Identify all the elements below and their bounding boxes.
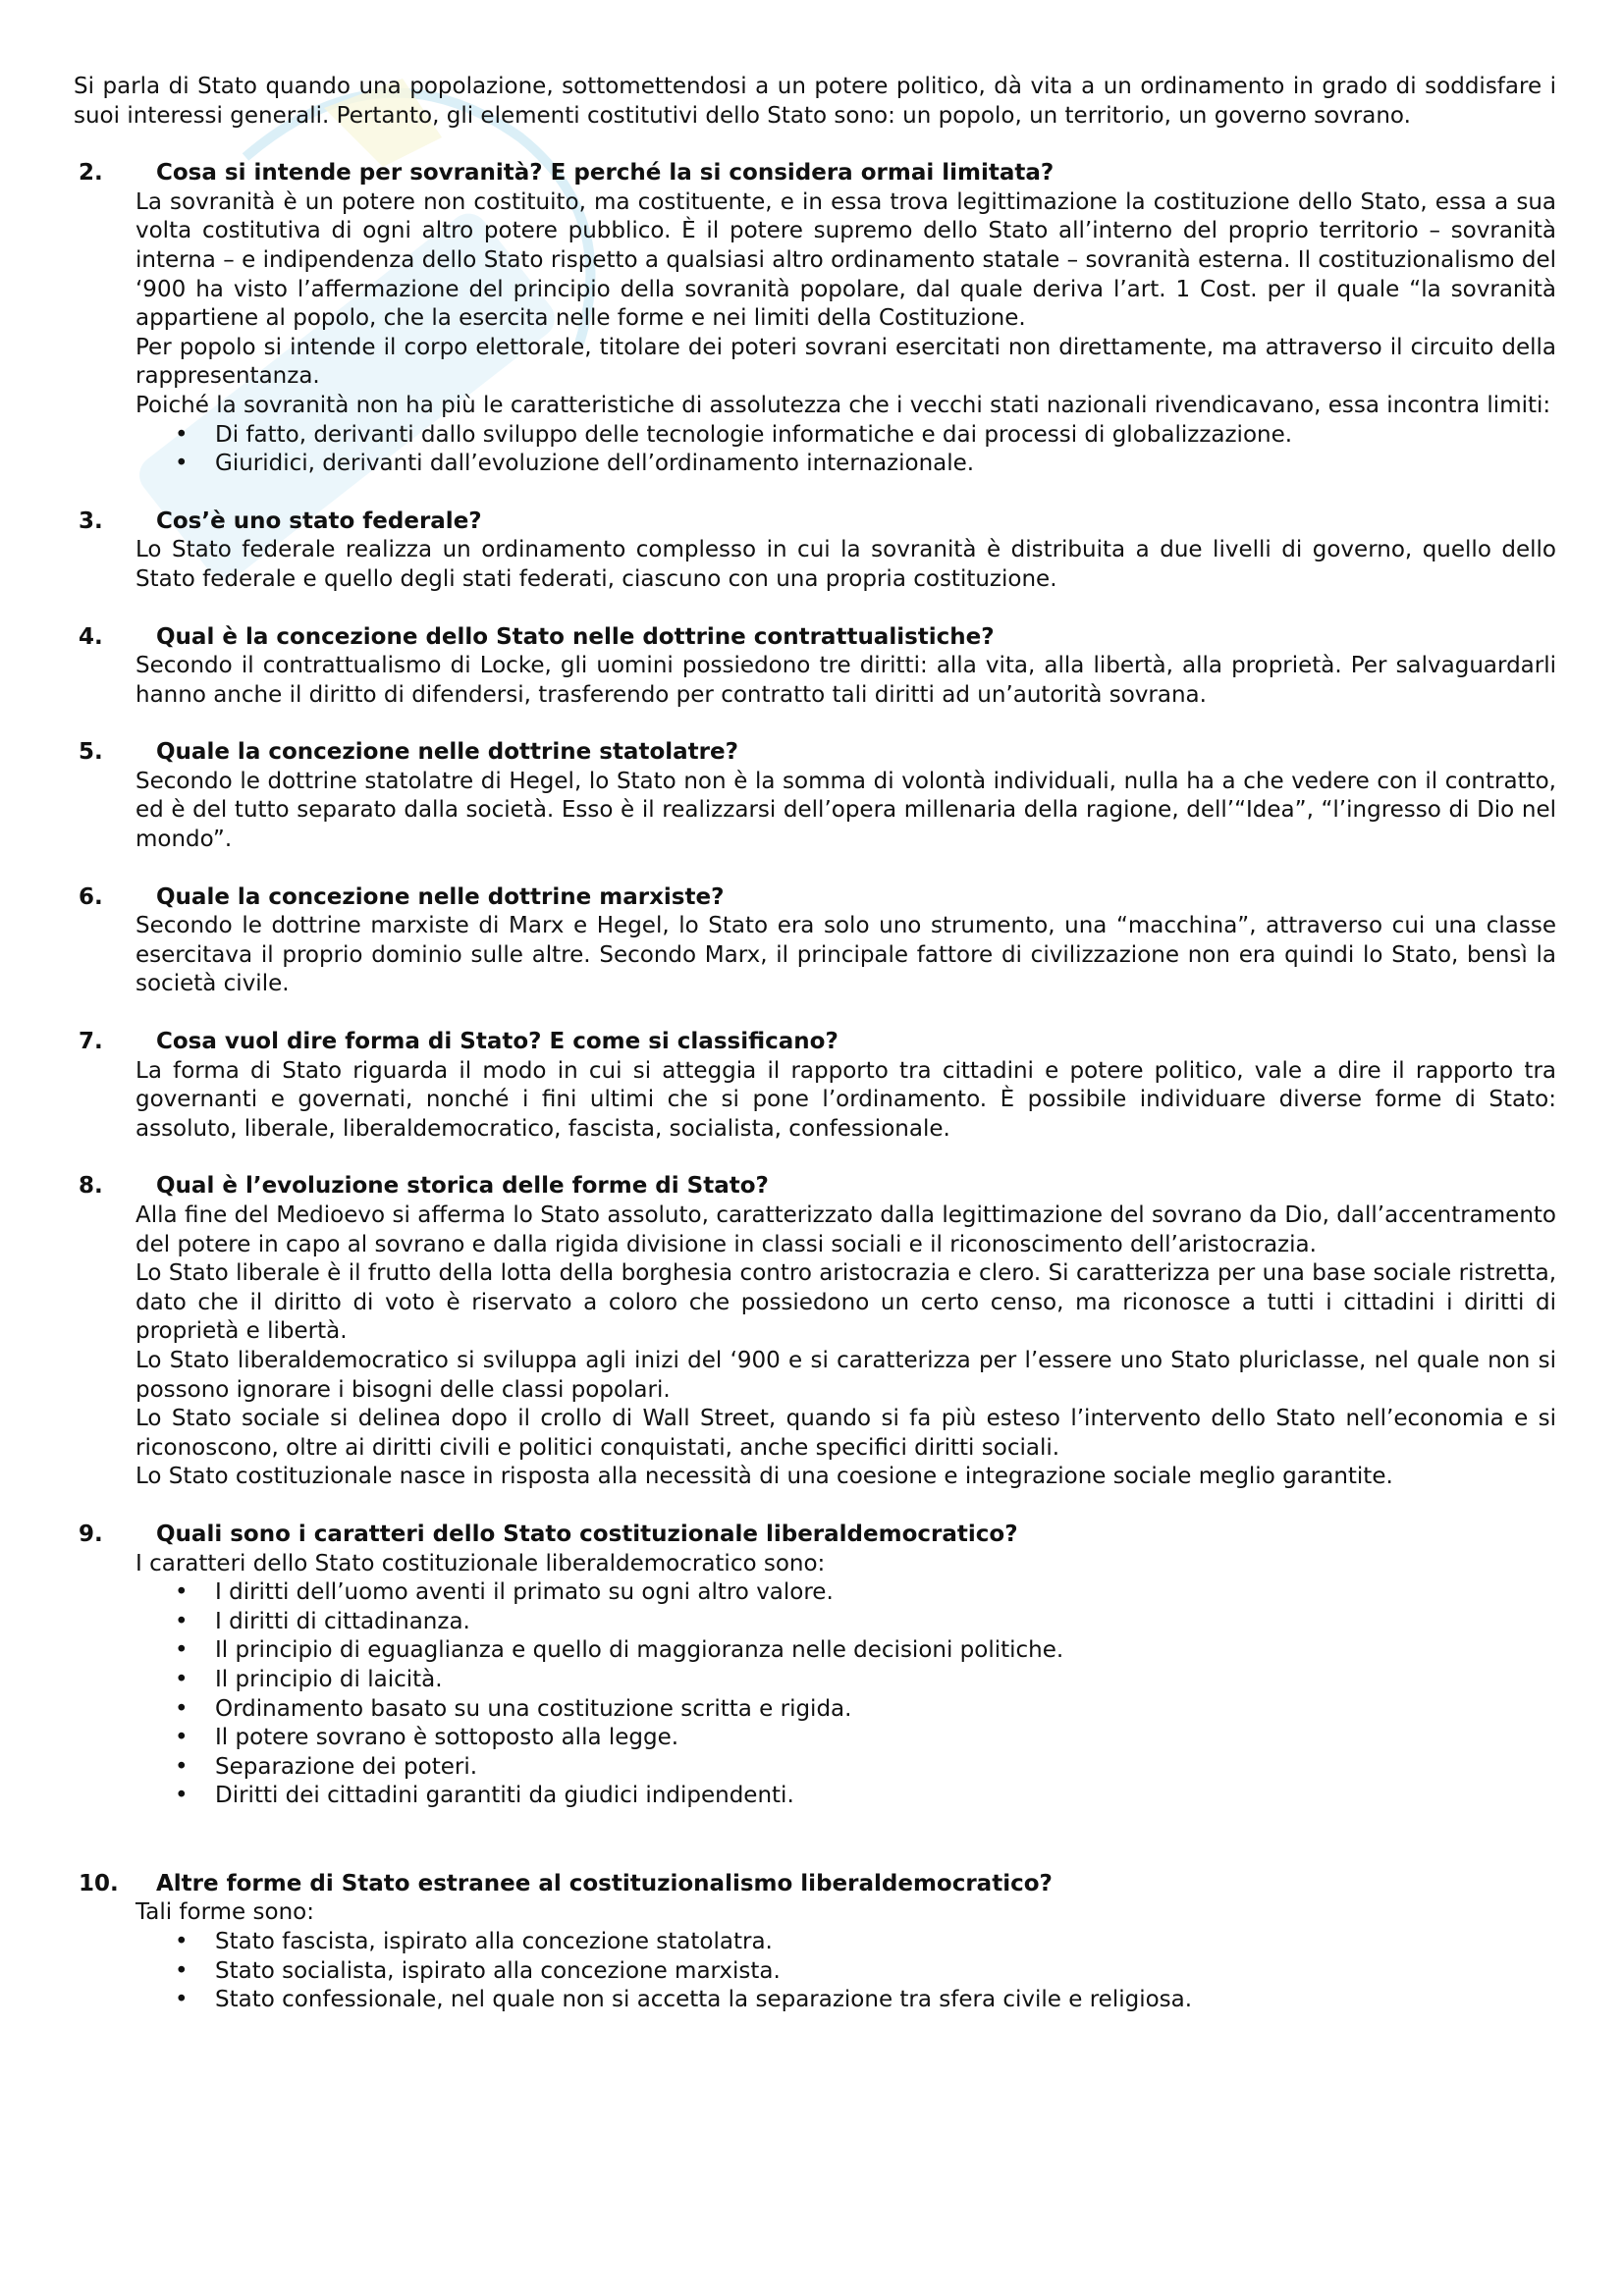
question-heading bbox=[74, 883, 1556, 913]
answer-block bbox=[135, 652, 1556, 710]
question-section bbox=[74, 1870, 1556, 2015]
answer-paragraph: Tali forme sono: bbox=[135, 1899, 314, 1926]
bullet-item: • Diritti dei cittadini garantiti da giudici indipendenti. bbox=[175, 1782, 1556, 1811]
answer-block bbox=[135, 536, 1556, 594]
answer-paragraph: Lo Stato federale realizza un ordinamento complesso in cui la sovranità è distribuita a due livelli di governo, quello dello Stato federale e quello degli stati federati, ciascuno con una propria costituzione. bbox=[135, 537, 1556, 592]
intro-paragraph: Si parla di Stato quando una popolazione, sottomettendosi a un potere politico, dà vita a un ordinamento in grado di soddisfare i suoi interessi generali. Pertanto, gli elementi costitutivi dello Stato sono: un popolo, un territorio, un governo sovrano. bbox=[74, 74, 1556, 129]
question-text: Cosa vuol dire forma di Stato? E come si classificano? bbox=[156, 1029, 839, 1055]
question-heading bbox=[74, 738, 1556, 768]
intro-block bbox=[74, 73, 1556, 131]
answer-paragraph: Lo Stato sociale si delinea dopo il crollo di Wall Street, quando si fa più esteso l’intervento dello Stato nell’economia e si riconoscono, oltre ai diritti civili e politici conquistati, anche specifici diritti sociali. bbox=[135, 1406, 1556, 1461]
question-text: Cos’è uno stato federale? bbox=[156, 507, 482, 534]
question-text: Quale la concezione nelle dottrine statolatre? bbox=[156, 739, 738, 766]
question-section bbox=[74, 623, 1556, 711]
question-section bbox=[74, 1172, 1556, 1492]
bullet-item: • I diritti dell’uomo aventi il primato su ogni altro valore. bbox=[175, 1578, 1556, 1608]
question-number: 3. bbox=[79, 507, 103, 534]
bullet-item: • Il principio di eguaglianza e quello di maggioranza nelle decisioni politiche. bbox=[175, 1636, 1556, 1666]
question-section bbox=[74, 738, 1556, 854]
answer-paragraph: I caratteri dello Stato costituzionale liberaldemocratico sono: bbox=[135, 1550, 826, 1576]
answer-paragraph: La sovranità è un potere non costituito, ma costituente, e in essa trova legittimazione la costituzione dello Stato, essa a sua volta costitutiva di ogni altro potere pubblico. È il potere supremo dello Stato all’interno del proprio territorio – sovranità interna – e indipendenza dello Stato rispetto a qualsiasi altro ordinamento statale – sovranità esterna. Il costituzionalismo del ‘900 ha visto l’affermazione del principio della sovranità popolare, dal quale deriva l’art. 1 Cost. per il quale “la sovranità appartiene al popolo, che la esercita nelle forme e nei limiti della Costituzione. bbox=[135, 188, 1556, 332]
bullet-item: • I diritti di cittadinanza. bbox=[175, 1608, 1556, 1637]
question-number: 8. bbox=[79, 1173, 103, 1200]
question-heading bbox=[74, 1521, 1556, 1550]
answer-block bbox=[135, 1057, 1556, 1145]
question-section bbox=[74, 883, 1556, 999]
answer-paragraph: Poiché la sovranità non ha più le caratteristiche di assolutezza che i vecchi stati nazionali rivendicavano, essa incontra limiti: bbox=[135, 392, 1551, 418]
bullet-item: • Ordinamento basato su una costituzione scritta e rigida. bbox=[175, 1695, 1556, 1725]
question-section bbox=[74, 159, 1556, 479]
question-heading bbox=[74, 1870, 1556, 1899]
question-heading bbox=[74, 623, 1556, 653]
bullet-item: • Giuridici, derivanti dall’evoluzione dell’ordinamento internazionale. bbox=[175, 450, 1556, 479]
bullet-list bbox=[135, 421, 1556, 479]
question-text: Altre forme di Stato estranee al costituzionalismo liberaldemocratico? bbox=[156, 1870, 1053, 1896]
answer-block bbox=[135, 912, 1556, 999]
answer-paragraph: Secondo le dottrine statolatre di Hegel, lo Stato non è la somma di volontà individuali, nulla ha a che vedere con il contratto, ed è del tutto separato dalla società. Esso è il realizzarsi dell’opera millenaria della ragione, dell’“Idea”, “l’ingresso di Dio nel mondo”. bbox=[135, 768, 1556, 853]
question-number: 2. bbox=[79, 160, 103, 187]
bullet-item: • Stato socialista, ispirato alla concezione marxista. bbox=[175, 1957, 1556, 1987]
answer-paragraph: Lo Stato liberaldemocratico si sviluppa agli inizi del ‘900 e si caratterizza per l’essere uno Stato pluriclasse, nel quale non si possono ignorare i bisogni delle classi popolari. bbox=[135, 1347, 1556, 1403]
question-text: Cosa si intende per sovranità? E perché la si considera ormai limitata? bbox=[156, 160, 1055, 187]
bullet-item: • Stato confessionale, nel quale non si accetta la separazione tra sfera civile e religiosa. bbox=[175, 1986, 1556, 2015]
bullet-item: • Separazione dei poteri. bbox=[175, 1753, 1556, 1783]
question-section bbox=[74, 507, 1556, 595]
question-text: Quale la concezione nelle dottrine marxiste? bbox=[156, 883, 725, 910]
question-heading bbox=[74, 1172, 1556, 1201]
question-list bbox=[74, 159, 1556, 2015]
question-number: 10. bbox=[79, 1870, 119, 1896]
answer-paragraph: Alla fine del Medioevo si afferma lo Stato assoluto, caratterizzato dalla legittimazione del sovrano da Dio, dall’accentramento del potere in capo al sovrano e dalla rigida divisione in classi sociali e il riconoscimento dell’aristocrazia. bbox=[135, 1202, 1556, 1257]
question-heading bbox=[74, 159, 1556, 188]
answer-block bbox=[135, 1550, 1556, 1811]
question-text: Quali sono i caratteri dello Stato costituzionale liberaldemocratico? bbox=[156, 1521, 1018, 1547]
bullet-item: • Il potere sovrano è sottoposto alla legge. bbox=[175, 1724, 1556, 1753]
question-number: 7. bbox=[79, 1029, 103, 1055]
bullet-item: • Stato fascista, ispirato alla concezione statolatra. bbox=[175, 1928, 1556, 1957]
question-number: 5. bbox=[79, 739, 103, 766]
document-body bbox=[74, 73, 1556, 2015]
answer-paragraph: Per popolo si intende il corpo elettorale, titolare dei poteri sovrani esercitati non direttamente, ma attraverso il circuito della rappresentanza. bbox=[135, 334, 1556, 390]
question-section bbox=[74, 1028, 1556, 1144]
bullet-list bbox=[135, 1928, 1556, 2015]
answer-paragraph: Secondo il contrattualismo di Locke, gli uomini possiedono tre diritti: alla vita, alla libertà, alla proprietà. Per salvaguardarli hanno anche il diritto di difendersi, trasferendo per contratto tali diritti ad un’autorità sovrana. bbox=[135, 653, 1556, 708]
question-text: Qual è la concezione dello Stato nelle dottrine contrattualistiche? bbox=[156, 623, 995, 650]
question-section bbox=[74, 1521, 1556, 1811]
answer-block bbox=[135, 1898, 1556, 2014]
question-number: 6. bbox=[79, 883, 103, 910]
answer-paragraph: Lo Stato liberale è il frutto della lotta della borghesia contro aristocrazia e clero. Si caratterizza per una base sociale ristretta, dato che il diritto di voto è riservato a coloro che possiedono un certo censo, ma riconosce a tutti i cittadini i diritti di proprietà e libertà. bbox=[135, 1260, 1556, 1345]
bullet-list bbox=[135, 1578, 1556, 1811]
answer-block bbox=[135, 1201, 1556, 1492]
question-text: Qual è l’evoluzione storica delle forme di Stato? bbox=[156, 1173, 769, 1200]
question-number: 4. bbox=[79, 623, 103, 650]
answer-paragraph: Lo Stato costituzionale nasce in risposta alla necessità di una coesione e integrazione sociale meglio garantite. bbox=[135, 1464, 1393, 1490]
question-heading bbox=[74, 1028, 1556, 1057]
answer-paragraph: La forma di Stato riguarda il modo in cui si atteggia il rapporto tra cittadini e potere politico, vale a dire il rapporto tra governanti e governati, nonché i fini ultimi che si pone l’ordinamento. È possibile individuare diverse forme di Stato: assoluto, liberale, liberaldemocratico, fascista, socialista, confessionale. bbox=[135, 1057, 1556, 1142]
answer-block bbox=[135, 768, 1556, 855]
answer-block bbox=[135, 188, 1556, 479]
bullet-item: • Di fatto, derivanti dallo sviluppo delle tecnologie informatiche e dai processi di globalizzazione. bbox=[175, 421, 1556, 451]
question-heading bbox=[74, 507, 1556, 537]
answer-paragraph: Secondo le dottrine marxiste di Marx e Hegel, lo Stato era solo uno strumento, una “macchina”, attraverso cui una classe esercitava il proprio dominio sulle altre. Secondo Marx, il principale fattore di civilizzazione non era quindi lo Stato, bensì la società civile. bbox=[135, 913, 1556, 997]
bullet-item: • Il principio di laicità. bbox=[175, 1666, 1556, 1695]
question-number: 9. bbox=[79, 1521, 103, 1547]
